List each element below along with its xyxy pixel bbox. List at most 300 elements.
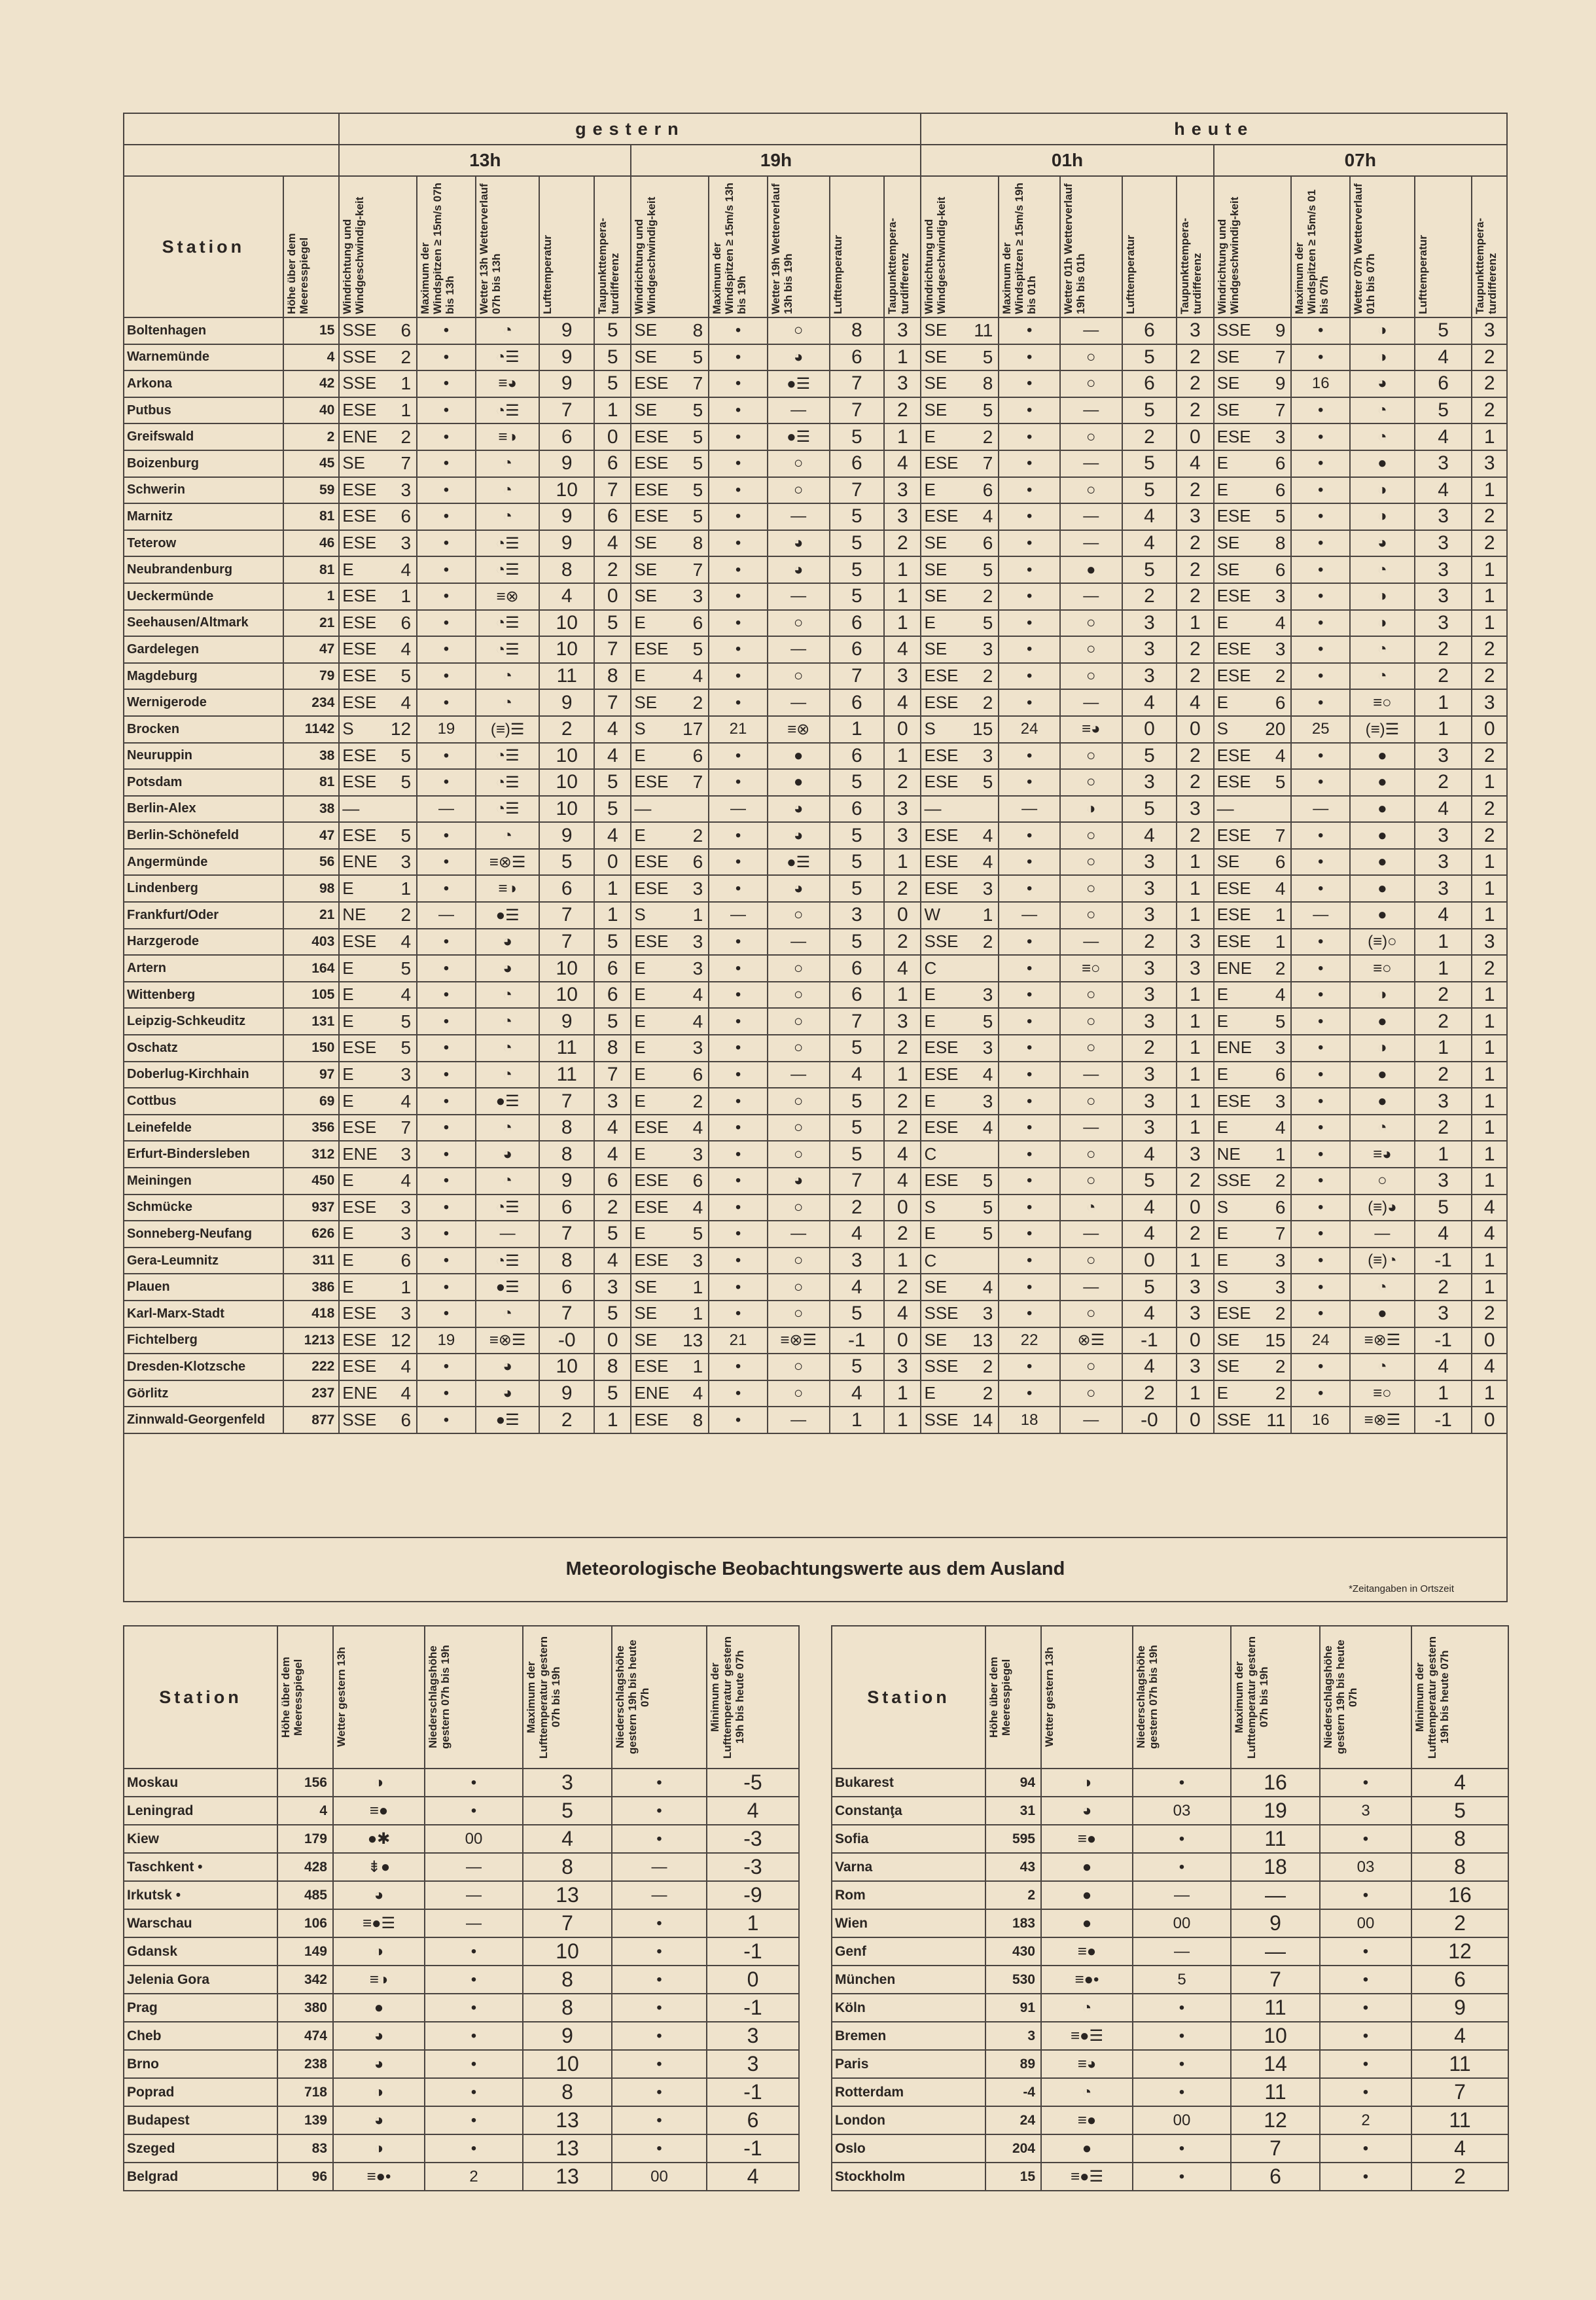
wind-direction: SSE (924, 1303, 959, 1323)
station-row (124, 822, 1507, 849)
station-name: Teterow (124, 530, 283, 557)
gust-max: • (417, 929, 476, 956)
abroad-station-name: Brno (124, 2050, 277, 2078)
wind-cell (1214, 849, 1292, 876)
abroad-height: 91 (985, 1994, 1041, 2022)
wind-cell (1214, 477, 1292, 504)
wind-cell (1214, 1035, 1292, 1062)
dewpoint-diff: 3 (1177, 1354, 1213, 1380)
time-19h: 19h (631, 145, 921, 176)
station-height: 450 (283, 1168, 340, 1195)
weather-symbol: ● (1350, 1008, 1415, 1035)
dewpoint-diff: 2 (1472, 636, 1507, 663)
gust-max: • (999, 450, 1060, 477)
station-height: 46 (283, 530, 340, 557)
weather-symbol: ○ (1060, 370, 1122, 397)
dewpoint-diff: 5 (594, 796, 631, 823)
weather-symbol: — (768, 583, 830, 610)
gust-max: • (709, 530, 768, 557)
weather-symbol: — (1060, 929, 1122, 956)
wind-cell (339, 1274, 417, 1301)
wind-direction: ESE (1216, 586, 1251, 606)
wind-cell (921, 423, 999, 450)
gust-max: • (1291, 982, 1350, 1009)
wind-direction: E (634, 1223, 646, 1244)
weather-symbol: ◔ (1350, 1354, 1415, 1380)
abroad-height: 31 (985, 1797, 1041, 1825)
wind-cell (921, 1380, 999, 1407)
abroad-row (124, 1825, 1508, 1853)
abroad-precip-night: • (612, 1825, 707, 1853)
weather-symbol: ○ (1060, 610, 1122, 637)
wind-direction: E (342, 1223, 354, 1244)
gust-max: • (1291, 530, 1350, 557)
wind-cell (339, 1301, 417, 1327)
air-temp: 2 (1122, 423, 1177, 450)
gust-max: • (999, 1380, 1060, 1407)
air-temp: 2 (1415, 982, 1472, 1009)
wind-cell (339, 1407, 417, 1433)
weather-symbol: ○ (768, 955, 830, 982)
wind-speed: 2 (692, 825, 703, 846)
wind-cell (921, 1195, 999, 1221)
wind-direction: ESE (342, 1303, 377, 1323)
wind-cell (921, 929, 999, 956)
wind-speed: 11 (1266, 1409, 1286, 1430)
dewpoint-diff: 2 (1472, 397, 1507, 424)
abroad-tmin: 8 (1411, 1825, 1508, 1853)
air-temp: 10 (539, 743, 594, 770)
wind-cell (339, 503, 417, 530)
weather-symbol: — (1060, 397, 1122, 424)
abroad-precip-day: • (425, 2134, 523, 2163)
wind-speed: 2 (1275, 666, 1286, 687)
abroad-precip-night: • (1320, 1825, 1411, 1853)
wind-speed: 7 (400, 453, 412, 474)
dewpoint-diff: 2 (1472, 743, 1507, 770)
gust-max: • (999, 1221, 1060, 1248)
abroad-tmin-header-right: Minimum der Lufttemperatur gestern 19h bis heute 07h (1413, 1636, 1451, 1759)
station-row (124, 423, 1507, 450)
gust-max: • (999, 689, 1060, 716)
abroad-precip-day: 00 (1133, 1909, 1231, 1937)
abroad-tmax-header-left: Maximum der Lufttemperatur gestern 07h bis 19h (525, 1636, 562, 1759)
wind-speed: 2 (692, 1090, 703, 1111)
abroad-tmax: 10 (523, 2050, 612, 2078)
dewpoint-diff: 1 (1177, 1062, 1213, 1088)
wind-speed: 3 (1275, 639, 1286, 660)
abroad-precip-night: • (612, 2106, 707, 2134)
wind-cell (339, 1168, 417, 1195)
wind-cell (1214, 1301, 1292, 1327)
weather-symbol: ● (1350, 822, 1415, 849)
dewpoint-diff: 2 (1472, 955, 1507, 982)
wind-19-header: Windrichtung und Windgeschwindig-keit (633, 196, 658, 314)
station-row (124, 344, 1507, 371)
air-temp: 5 (830, 530, 885, 557)
wind-cell (339, 1035, 417, 1062)
abroad-tmin: 8 (1411, 1853, 1508, 1881)
header-blank (124, 113, 339, 145)
wind-cell (921, 450, 999, 477)
gust-max: • (709, 849, 768, 876)
wind-speed: 3 (982, 878, 993, 899)
wind-cell (1214, 530, 1292, 557)
station-row (124, 610, 1507, 637)
station-name: Schwerin (124, 477, 283, 504)
wind-direction: S (1216, 1196, 1228, 1217)
air-temp: 2 (830, 1195, 885, 1221)
air-temp: 1 (1415, 716, 1472, 743)
dewpoint-diff: 2 (884, 769, 921, 796)
air-temp: -1 (830, 1327, 885, 1354)
wind-direction: ESE (634, 1196, 669, 1217)
air-temp: 5 (1122, 450, 1177, 477)
gust-max: • (709, 503, 768, 530)
gust-max: • (999, 530, 1060, 557)
gust-max: • (1291, 1008, 1350, 1035)
wind-direction: SE (924, 320, 948, 340)
wind-cell (631, 849, 709, 876)
gust-max: • (1291, 955, 1350, 982)
wind-speed: 5 (982, 612, 993, 633)
wind-speed: 2 (982, 586, 993, 607)
air-temp: 7 (830, 1168, 885, 1195)
dewpoint-diff: 6 (594, 450, 631, 477)
wind-speed: 1 (400, 586, 412, 607)
abroad-tmin: 2 (1411, 1909, 1508, 1937)
wind-speed: 7 (1275, 1223, 1286, 1244)
wind-cell (921, 716, 999, 743)
air-temp: 5 (1122, 1274, 1177, 1301)
wind-cell (921, 1301, 999, 1327)
abroad-tmin: 11 (1411, 2106, 1508, 2134)
gust-max: • (1291, 450, 1350, 477)
gust-max: • (1291, 769, 1350, 796)
station-name: Ueckermünde (124, 583, 283, 610)
weather-symbol: ◔ (476, 663, 540, 690)
weather-symbol: ◑ (1350, 503, 1415, 530)
dewpoint-diff: 1 (594, 875, 631, 902)
abroad-weather: ●✱ (333, 1825, 425, 1853)
wind-direction: E (924, 1011, 936, 1031)
weather-symbol: ◑ (1060, 796, 1122, 823)
abroad-height: 430 (985, 1937, 1041, 1966)
station-height: 21 (283, 610, 340, 637)
weather-symbol: ◑ (1350, 610, 1415, 637)
station-name: Berlin-Alex (124, 796, 283, 823)
gust-max: 16 (1291, 1407, 1350, 1433)
dewpoint-diff: 2 (884, 1035, 921, 1062)
air-temp: 6 (539, 1195, 594, 1221)
wind-cell (921, 689, 999, 716)
gust-max: • (709, 317, 768, 344)
wind-speed: 6 (692, 745, 703, 766)
weather-symbol: ○ (1060, 1248, 1122, 1274)
max-01-header: Maximum der Windspitzen ≥ 15m/s 19h bis 01h (1001, 183, 1038, 314)
abroad-tmax: 12 (1231, 2106, 1320, 2134)
abroad-tmax: 11 (1231, 2078, 1320, 2106)
dewpoint-diff: 3 (1177, 929, 1213, 956)
abroad-weather: ◑ (333, 1937, 425, 1966)
station-name: Neubrandenburg (124, 556, 283, 583)
air-temp: 1 (1415, 1380, 1472, 1407)
wind-direction: SE (1216, 1356, 1240, 1376)
dewpoint-diff: 1 (1472, 423, 1507, 450)
air-temp: 2 (1415, 1062, 1472, 1088)
station-height: 105 (283, 982, 340, 1009)
wind-speed: 17 (683, 719, 703, 740)
wind-direction: E (924, 1383, 936, 1403)
air-temp: 6 (830, 955, 885, 982)
wind-cell (631, 317, 709, 344)
station-name: Brocken (124, 716, 283, 743)
dewpoint-diff: 4 (594, 1141, 631, 1168)
gust-max: • (999, 503, 1060, 530)
wind-speed: 3 (982, 1303, 993, 1324)
dewpoint-diff: 1 (1472, 1035, 1507, 1062)
wind-direction: ESE (924, 772, 959, 792)
air-temp: 2 (539, 716, 594, 743)
gust-max: • (1291, 849, 1350, 876)
wind-speed: 5 (400, 1037, 412, 1058)
abroad-tmax: 8 (523, 1994, 612, 2022)
wind-direction: ESE (1216, 506, 1251, 526)
wind-speed: 1 (400, 400, 412, 421)
dewpoint-diff: 3 (594, 1088, 631, 1115)
dewpoint-diff: 0 (884, 1195, 921, 1221)
dewpoint-diff: 1 (884, 583, 921, 610)
wind-13-header: Windrichtung und Windgeschwindig-keit (341, 196, 366, 314)
abroad-height: 2 (985, 1881, 1041, 1909)
wind-speed: 6 (982, 479, 993, 500)
wind-cell (921, 370, 999, 397)
station-row (124, 1407, 1507, 1433)
wind-speed: 6 (1275, 479, 1286, 500)
station-height: 312 (283, 1141, 340, 1168)
wind-direction: E (634, 745, 646, 765)
air-temp: 3 (1122, 769, 1177, 796)
weather-symbol: ○ (768, 1274, 830, 1301)
air-temp: 7 (830, 477, 885, 504)
weather-symbol: ◔ (1350, 397, 1415, 424)
weather-symbol: — (1060, 1221, 1122, 1248)
abroad-tmin: -1 (707, 2078, 799, 2106)
wind-direction: SSE (924, 1356, 959, 1376)
air-temp: 2 (539, 1407, 594, 1433)
gust-max: • (417, 1301, 476, 1327)
wind-direction: ESE (342, 772, 377, 792)
abroad-weather: ◔ (1041, 2078, 1133, 2106)
wind-cell (339, 1195, 417, 1221)
wind-direction: ESE (342, 666, 377, 686)
weather-symbol: ● (1350, 450, 1415, 477)
abroad-tmax: 8 (523, 1966, 612, 1994)
station-row (124, 530, 1507, 557)
abroad-height: 139 (277, 2106, 333, 2134)
wind-speed: 4 (400, 1090, 412, 1111)
abroad-precip-night: • (1320, 2022, 1411, 2050)
gust-max: • (1291, 556, 1350, 583)
weather-symbol: ● (1350, 902, 1415, 929)
weather-symbol: ◔ (1060, 1195, 1122, 1221)
abroad-tmax: 16 (1231, 1769, 1320, 1797)
station-row (124, 397, 1507, 424)
dewpoint-diff: 2 (1177, 477, 1213, 504)
air-temp: -1 (1415, 1327, 1472, 1354)
gust-max: • (999, 1354, 1060, 1380)
air-temp: 4 (1415, 796, 1472, 823)
wind-direction: SE (1216, 852, 1240, 872)
air-temp: 2 (1415, 1115, 1472, 1141)
abroad-height-header-right: Höhe über dem Meeresspiegel (987, 1657, 1012, 1738)
wind-direction: ESE (924, 878, 959, 898)
weather-symbol: ◔ (476, 503, 540, 530)
air-temp: 5 (830, 423, 885, 450)
dewpoint-diff: 1 (1472, 1274, 1507, 1301)
wind-speed: 4 (1275, 1117, 1286, 1138)
abroad-precip-day: — (1133, 1937, 1231, 1966)
max-13-header: Maximum der Windspitzen ≥ 15m/s 07h bis 13h (419, 183, 457, 314)
gust-max: • (1291, 1274, 1350, 1301)
gust-max: • (1291, 689, 1350, 716)
abroad-station-name: Oslo (832, 2134, 985, 2163)
wind-direction: SE (634, 1303, 658, 1323)
air-temp: 1 (1415, 689, 1472, 716)
station-row (124, 1195, 1507, 1221)
gust-max: — (999, 902, 1060, 929)
gust-max: • (709, 1301, 768, 1327)
max-19-header: Maximum der Windspitzen ≥ 15m/s 13h bis 19h (711, 183, 749, 314)
gust-max: 19 (417, 716, 476, 743)
wind-speed: 2 (400, 346, 412, 367)
weather-symbol: ◕ (768, 796, 830, 823)
wind-direction: E (1216, 453, 1228, 473)
wind-direction: S (924, 719, 936, 739)
station-name: Görlitz (124, 1380, 283, 1407)
dewpoint-diff: 1 (1472, 1115, 1507, 1141)
air-temp: 4 (1122, 503, 1177, 530)
gust-max: • (417, 1221, 476, 1248)
wind-cell (631, 1088, 709, 1115)
air-temp: 3 (1415, 875, 1472, 902)
dewpoint-diff: 0 (1472, 1327, 1507, 1354)
air-temp: 3 (1122, 982, 1177, 1009)
wind-speed: 3 (982, 639, 993, 660)
weather-symbol: ◔☰ (476, 556, 540, 583)
wind-speed: 5 (400, 772, 412, 793)
wind-01-header: Windrichtung und Windgeschwindig-keit (923, 196, 948, 314)
station-row (124, 1301, 1507, 1327)
wind-cell (1214, 1062, 1292, 1088)
wind-direction: SSE (924, 931, 959, 951)
station-row (124, 1274, 1507, 1301)
abroad-weather: ≡●• (333, 2163, 425, 2191)
wind-direction: ESE (1216, 666, 1251, 686)
abroad-height: 96 (277, 2163, 333, 2191)
wind-speed: 2 (982, 692, 993, 713)
air-temp: 4 (1122, 1301, 1177, 1327)
gust-max: • (999, 556, 1060, 583)
gust-max: • (1291, 1088, 1350, 1115)
air-temp: 3 (1122, 610, 1177, 637)
wind-direction: ESE (342, 479, 377, 499)
wind-cell (921, 663, 999, 690)
dewpoint-diff: 1 (1177, 1035, 1213, 1062)
wind-direction: E (342, 1170, 354, 1191)
wind-direction: ESE (634, 639, 669, 659)
station-height: 15 (283, 317, 340, 344)
abroad-precip-night: • (1320, 2050, 1411, 2078)
wind-cell (631, 1274, 709, 1301)
dewpoint-diff: 2 (884, 875, 921, 902)
weather-symbol: ○ (768, 1380, 830, 1407)
wind-direction: SE (634, 1276, 658, 1297)
column-gap (799, 2163, 832, 2191)
wind-cell (1214, 902, 1292, 929)
abroad-height: 595 (985, 1825, 1041, 1853)
weather-symbol: ○ (768, 1035, 830, 1062)
station-name: Arkona (124, 370, 283, 397)
abroad-precip-day: • (425, 2078, 523, 2106)
wind-cell (921, 1354, 999, 1380)
wind-cell (1214, 955, 1292, 982)
weather-symbol: ○ (768, 1301, 830, 1327)
weather-symbol: ○ (768, 1141, 830, 1168)
station-row (124, 1035, 1507, 1062)
wind-speed: 3 (982, 1090, 993, 1111)
air-temp: 8 (539, 556, 594, 583)
wind-direction: ESE (1216, 931, 1251, 951)
dewpoint-diff: 1 (1177, 1380, 1213, 1407)
dewpoint-diff: 1 (1177, 1115, 1213, 1141)
wind-direction: E (1216, 612, 1228, 632)
wind-direction: E (634, 1011, 646, 1031)
wind-direction: ESE (924, 745, 959, 765)
weather-symbol: ◑ (1350, 1035, 1415, 1062)
weather-symbol: ≡◑ (476, 875, 540, 902)
dewpoint-diff: 1 (1472, 875, 1507, 902)
wind-direction: ESE (634, 1356, 669, 1376)
wind-cell (339, 929, 417, 956)
abroad-weather: ◕ (333, 2106, 425, 2134)
air-temp: 7 (539, 1088, 594, 1115)
weather-symbol: ◕ (768, 875, 830, 902)
abroad-weather: ⇟● (333, 1853, 425, 1881)
wind-speed: 6 (1275, 559, 1286, 580)
abroad-precip-day: — (1133, 1881, 1231, 1909)
air-temp: 3 (1122, 902, 1177, 929)
wind-speed: 3 (692, 1143, 703, 1164)
dewpoint-diff: 1 (884, 849, 921, 876)
gust-max: • (417, 450, 476, 477)
weather-07-header: Wetter 07h Wetterverlauf 01h bis 07h (1352, 183, 1377, 314)
wind-cell (921, 902, 999, 929)
abroad-weather: ◕ (333, 2050, 425, 2078)
wind-cell (339, 1221, 417, 1248)
gust-max: • (1291, 663, 1350, 690)
wind-direction: ESE (634, 1250, 669, 1270)
time-07h: 07h (1214, 145, 1507, 176)
station-row (124, 849, 1507, 876)
weather-symbol: ◔☰ (476, 530, 540, 557)
gust-max: • (1291, 610, 1350, 637)
wind-cell (339, 556, 417, 583)
abroad-precip-day: 00 (1133, 2106, 1231, 2134)
abroad-precip-day: • (1133, 2050, 1231, 2078)
wind-speed: 1 (400, 373, 412, 394)
gust-max: • (1291, 1380, 1350, 1407)
